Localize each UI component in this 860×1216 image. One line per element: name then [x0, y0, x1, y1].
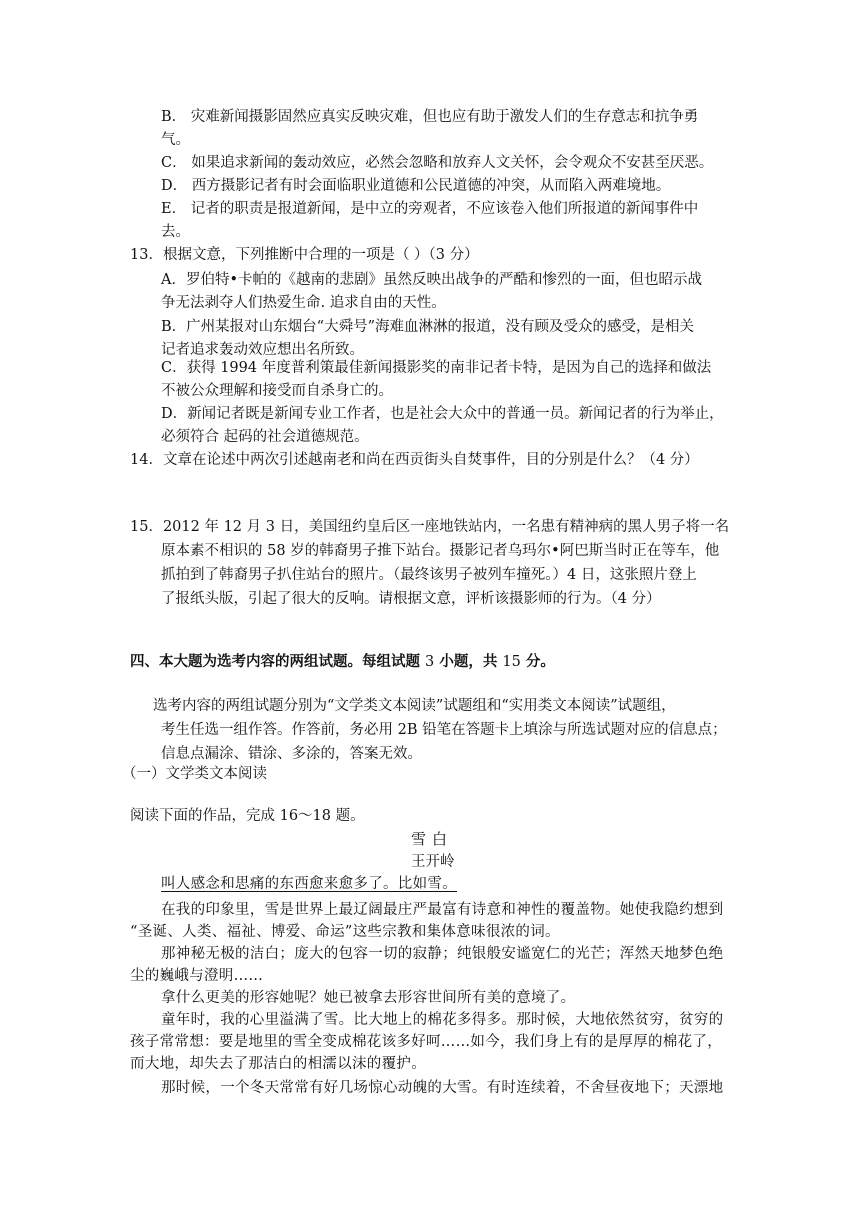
- article-title: 雪白: [411, 830, 454, 848]
- article-line-5: 拿什么更美的形容她呢？她已被拿去形容世间所有美的意境了。: [161, 990, 576, 1006]
- article-line-6: 童年时，我的心里溢满了雪。比大地上的棉花多得多。那时候，大地依然贫穷，贫穷的: [161, 1012, 724, 1028]
- section4-subheading: （一）文学类文本阅读: [122, 766, 267, 782]
- q13-option-c-cont: 不被公众理解和接受而自杀身亡的。: [161, 383, 393, 399]
- article-first-line: 叫人感念和思痛的东西愈来愈多了。比如雪。: [161, 876, 457, 892]
- q12-option-e: E． 记者的职责是报道新闻，是中立的旁观者，不应该卷入他们所报道的新闻事件中: [161, 201, 699, 217]
- q15-line-4: 了报纸头版，引起了很大的反响。请根据文意，评析该摄影师的行为。（4 分）: [161, 591, 661, 607]
- section4-heading: 四、本大题为选考内容的两组试题。每组试题 3 小题，共 15 分。: [130, 653, 555, 670]
- section4-instruction-3: 信息点漏涂、错涂、多涂的，答案无效。: [161, 746, 422, 762]
- q13-option-c: C．获得 1994 年度普利策最佳新闻摄影奖的南非记者卡特，是因为自己的选择和做法: [161, 360, 712, 376]
- article-author: 王开岭: [411, 854, 455, 870]
- q12-option-b-cont: 气。: [161, 132, 190, 148]
- q15-line-2: 原本素不相识的 58 岁的韩裔男子推下站台。摄影记者乌玛尔•阿巴斯当时正在等车，他: [161, 543, 720, 559]
- q13-option-d-cont: 必须符合 起码的社会道德规范。: [161, 429, 369, 445]
- article-line-1: 在我的印象里，雪是世界上最辽阔最庄严最富有诗意和神性的覆盖物。她使我隐约想到: [161, 902, 724, 918]
- article-line-9: 那时候，一个冬天常常有好几场惊心动魄的大雪。有时连续着，不舍昼夜地下；天漂地: [161, 1080, 724, 1096]
- reading-prompt: 阅读下面的作品，完成 16～18 题。: [130, 808, 365, 824]
- q13-option-a-cont: 争无法剥夺人们热爱生命. 追求自由的天性。: [161, 295, 446, 311]
- q13-option-b: B．广州某报对山东烟台“大舜号”海难血淋淋的报道，没有顾及受众的感受，是相关: [161, 319, 694, 335]
- q14-text: 14．文章在论述中两次引述越南老和尚在西贡街头自焚事件，目的分别是什么？（4 分）: [130, 452, 699, 468]
- article-line-3: 那神秘无极的洁白；庞大的包容一切的寂静；纯银般安谧宽仁的光芒；浑然天地梦色绝: [161, 946, 724, 962]
- article-line-4: 尘的巍峨与澄明……: [130, 968, 264, 984]
- section4-instruction-1: 选考内容的两组试题分别为“文学类文本阅读”试题组和“实用类文本阅读”试题组，: [153, 698, 676, 714]
- article-line-2: “圣诞、人类、福祉、博爱、命运”这些宗教和集体意味很浓的词。: [130, 924, 560, 940]
- section4-instruction-2: 考生任选一组作答。作答前，务必用 2B 铅笔在答题卡上填涂与所选试题对应的信息点；: [161, 722, 727, 738]
- q12-option-d: D． 西方摄影记者有时会面临职业道德和公民道德的冲突，从而陷入两难境地。: [161, 178, 671, 194]
- article-line-8: 而大地，却失去了那洁白的相濡以沫的覆护。: [130, 1056, 426, 1072]
- q13-option-d: D．新闻记者既是新闻专业工作者，也是社会大众中的普通一员。新闻记者的行为举止，: [161, 406, 724, 422]
- q12-option-e-cont: 去。: [161, 224, 190, 240]
- q12-option-b: B． 灾难新闻摄影固然应真实反映灾难，但也应有助于激发人们的生存意志和抗争勇: [161, 109, 699, 125]
- q13-stem: 13．根据文意，下列推断中合理的一项是（ ）（3 分）: [130, 247, 479, 263]
- q13-option-b-cont: 记者追求轰动效应想出名所致。: [161, 342, 364, 358]
- q15-line-3: 抓拍到了韩裔男子扒住站台的照片。（最终该男子被列车撞死。）4 日，这张照片登上: [161, 567, 697, 583]
- article-line-7: 孩子常常想：要是地里的雪全变成棉花该多好呵……如今，我们身上有的是厚厚的棉花了，: [130, 1034, 722, 1050]
- q12-option-c: C． 如果追求新闻的轰动效应，必然会忽略和放弃人文关怀，会令观众不安甚至厌恶。: [161, 155, 714, 171]
- q15-line-1: 15．2012 年 12 月 3 日，美国纽约皇后区一座地铁站内，一名患有精神病的黑人男子将一名: [130, 519, 730, 535]
- q13-option-a: A．罗伯特•卡帕的《越南的悲剧》虽然反映出战争的严酷和惨烈的一面，但也昭示战: [161, 272, 703, 288]
